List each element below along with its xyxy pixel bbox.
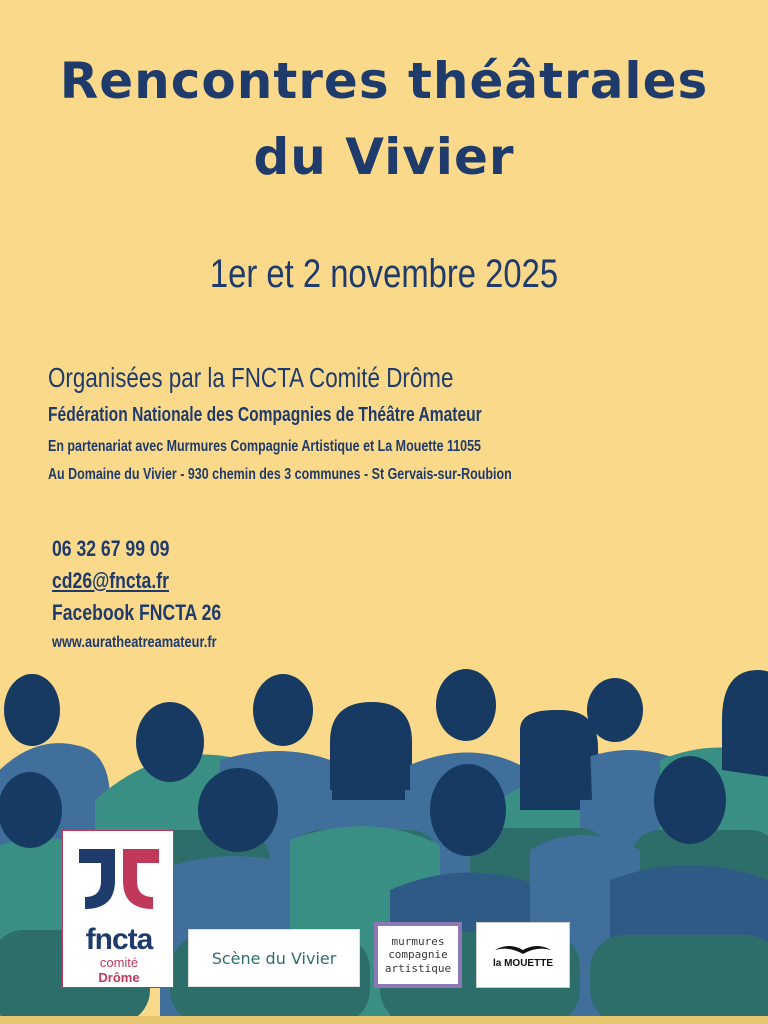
phone-number: 06 32 67 99 09 — [52, 536, 170, 561]
organiser-line: Organisées par la FNCTA Comité Drôme — [48, 362, 454, 393]
fncta-wordmark: fncta — [85, 923, 153, 956]
fncta-logo — [62, 830, 174, 988]
la-mouette-text: la MOUETTE — [492, 957, 553, 969]
facebook-text: Facebook FNCTA 26 — [52, 600, 222, 625]
fncta-drome: Drôme — [98, 970, 140, 985]
fncta-comite: comité — [99, 955, 139, 970]
venue-line: Au Domaine du Vivier - 930 chemin des 3 communes - St Gervais-sur-Roubion — [48, 466, 512, 483]
scene-du-vivier-text: Scène du Vivier — [211, 948, 337, 968]
title-line-2: du Vivier — [253, 128, 515, 186]
murmures-logo — [374, 922, 462, 988]
email-link[interactable]: cd26@fncta.fr — [52, 568, 169, 593]
website-link[interactable]: www.auratheatreamateur.fr — [52, 634, 217, 651]
seagull-icon — [493, 942, 553, 956]
scene-du-vivier-logo — [188, 929, 360, 987]
la-mouette-logo — [476, 922, 570, 988]
event-date: 1er et 2 novembre 2025 — [209, 252, 559, 296]
murmures-line-1: murmures — [391, 935, 445, 949]
federation-line: Fédération Nationale des Compagnies de Théâtre Amateur — [48, 404, 482, 426]
partnership-line: En partenariat avec Murmures Compagnie Artistique et La Mouette 11055 — [48, 438, 481, 455]
murmures-line-2: compagnie — [388, 948, 448, 962]
title-line-1: Rencontres théâtrales — [59, 52, 709, 110]
murmures-line-3: artistique — [384, 961, 452, 975]
fncta-emblem-icon — [63, 831, 175, 921]
